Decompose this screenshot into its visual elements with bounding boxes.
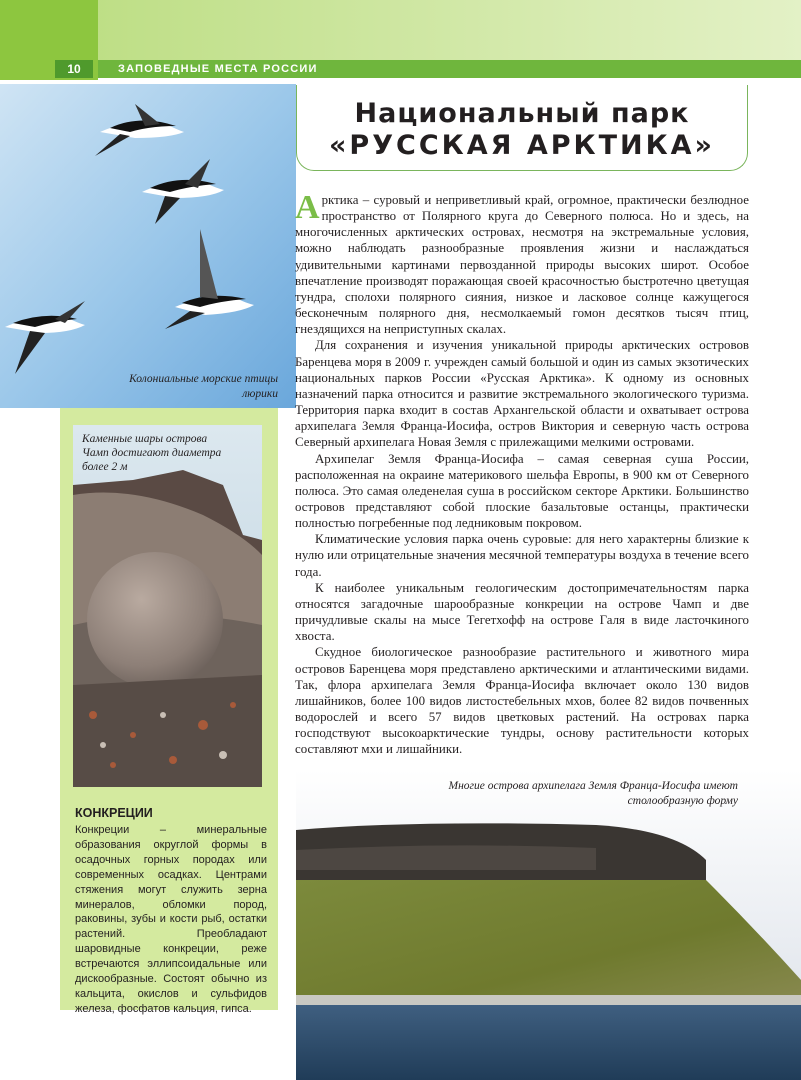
paragraph-4: Климатические условия парка очень суровые: для него характерны близкие к нулю или отрицательные значения месячной температуры воздуха в течение всего года.: [295, 532, 749, 579]
birds-illustration: [0, 84, 296, 408]
page-title-line2: «РУССКАЯ АРКТИКА»: [328, 130, 715, 161]
page-number: 10: [67, 62, 81, 76]
stone-ball-illustration: [73, 425, 262, 787]
paragraph-5: К наиболее уникальным геологическим достопримечательностям парка относятся загадочные шарообразные конкреции на острове Чамп и две причудливые скалы на мысе Тегетхофф на острове Галя в виде ласточкиного хвоста.: [295, 580, 749, 644]
sidebar-text: Конкреции – минеральные образования округлой формы в осадочных горных породах или современных осадках. Центрами стяжения могут служить зерна минералов, обломки пород, раковины, зубы и кости рыб, остатки растений. Преобладают шаровидные конкреции, реже встречаются эллипсоидальные или дискообразные. Состоят обычно из кальцита, окислов и сульфидов железа, фосфатов кальция, гипса.: [75, 824, 267, 1015]
island-illustration: [296, 770, 801, 1080]
birds-caption: Колониальные морские птицы люрики: [129, 373, 278, 400]
paragraph-1-text: рктика – суровый и неприветливый край, огромное, практически безлюдное пространство от Полярного круга до Северного полюса. Но и здесь, на многочисленных арктических островах, несмотря на экстремальные условия, можно наблюдать разнообразные проявления жизни и наслаждаться удивительными картинами первозданной природы высоких широт. Особое впечатление производят поражающая своей красочностью быстротечно цветущая тундра, сполохи полярного сияния, низкое и ласковое солнце кажущегося бесконечным полярного дня, несмолкаемый гомон десятков тысяч птиц, гнездящихся на неприступных скалах.: [295, 193, 749, 337]
island-caption: Многие острова архипелага Земля Франца-Иосифа имеют столообразную форму: [448, 780, 738, 807]
header-band-top: [0, 0, 801, 60]
article-body: [295, 189, 749, 757]
birds-photo: [0, 84, 296, 408]
island-photo: [296, 770, 801, 1080]
stone-ball-photo: [73, 425, 262, 787]
paragraph-6: Скудное биологическое разнообразие растительного и животного мира островов Баренцева моря представлено арктическими и атлантическими видами. Так, флора архипелага Земля Франца-Иосифа включает около 130 видов лишайников, более 100 видов листостебельных мхов, более 82 видов почвенных водорослей и всего 57 видов цветковых растений. На островах парка господствуют высокоарктические тундры, основу растительности которых составляют мхи и лишайники.: [295, 645, 749, 757]
stone-caption: Каменные шары острова Чамп достигают диаметра более 2 м: [82, 433, 222, 473]
section-title: ЗАПОВЕДНЫЕ МЕСТА РОССИИ: [118, 63, 318, 75]
paragraph-3: Архипелаг Земля Франца-Иосифа – самая северная суша России, расположенная на окраине материкового шельфа Европы, в 900 км от Северного полюса. Это самая оледенелая суша в российском секторе Арктики. Большинство островов представляют собой плоские базальтовые останцы, практически полностью погребенные под ледниковым покровом.: [295, 451, 749, 531]
drop-cap: А: [295, 189, 320, 226]
page-title-line1: Национальный парк: [354, 98, 690, 129]
paragraph-2: Для сохранения и изучения уникальной природы арктических островов Баренцева моря в 2009 г. учрежден самый большой и один из самых экзотических национальных парков России «Русская Арктика». К одному из основных назначений парка относится и развитие экстремального экологического туризма. Территория парка входит в состав Архангельской области и охватывает острова архипелага Земля Франца-Иосифа, остров Виктория и северную часть острова Северный архипелага Новая Земля с прилежащими мелкими островами.: [295, 338, 749, 450]
paragraph-1: [295, 189, 749, 337]
sidebar-heading: КОНКРЕЦИИ: [75, 806, 153, 820]
